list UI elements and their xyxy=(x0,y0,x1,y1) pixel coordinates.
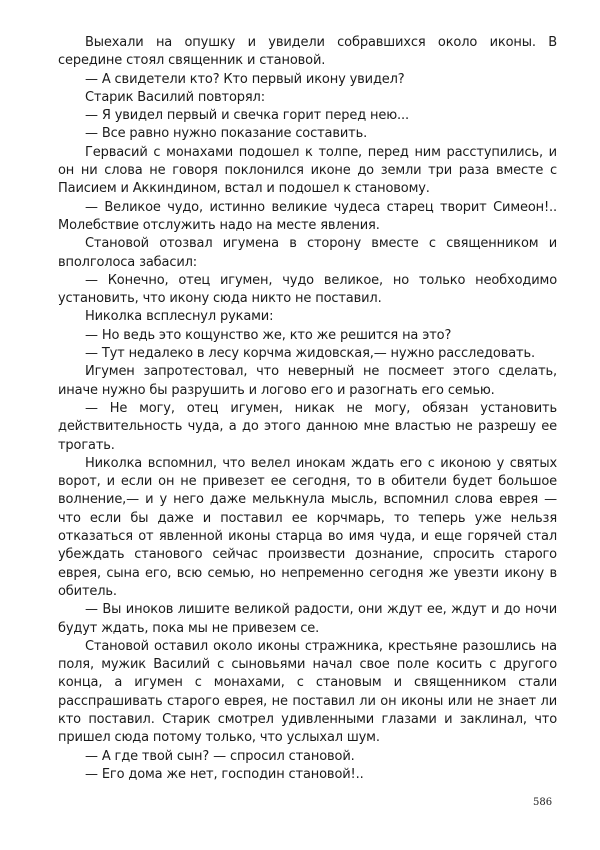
paragraph: Гервасий с монахами подошел к толпе, перед ним расступились, и он ни слова не говоря поклонился иконе до земли три раза вместе с Паисием и Аккиндином, встал и подошел к становому. xyxy=(58,144,557,197)
book-page-text xyxy=(58,34,557,784)
paragraph: Становой отозвал игумена в сторону вместе с священником и вполголоса забасил: xyxy=(58,236,557,270)
paragraph: — Я увидел первый и свечка горит перед нею... xyxy=(85,108,409,124)
paragraph: Игумен запротестовал, что неверный не посмеет этого сделать, иначе нужно бы разрушить и логово его и разогнать его семью. xyxy=(58,364,557,398)
paragraph: Николка всплеснул руками: xyxy=(85,309,274,325)
paragraph: — Великое чудо, истинно великие чудеса старец творит Симеон!.. Молебствие отслужить надо на месте явления. xyxy=(58,199,557,233)
paragraph: Старик Василий повторял: xyxy=(85,89,265,105)
paragraph: — Конечно, отец игумен, чудо великое, но только необходимо установить, что икону сюда никто не поставил. xyxy=(58,272,557,307)
paragraph: — А где твой сын? — спросил становой. xyxy=(85,748,355,764)
paragraph: Выехали на опушку и увидели собравшихся около иконы. В середине стоял священник и становой. xyxy=(58,35,557,69)
paragraph: Становой оставил около иконы стражника, крестьяне разошлись на поля, мужик Василий с сыновьями начал свое поле косить с другого конца, а игумен с монахами, с становым и священником стали расспрашивать старого еврея, не поставил ли он иконы или не знает ли кто поставил. Старик смотрел удивленными глазами и заклинал, что пришел сюда потому только, что услыхал шум. xyxy=(58,638,557,746)
page-number: 586 xyxy=(533,797,553,808)
paragraph: — Тут недалеко в лесу корчма жидовская,— нужно расследовать. xyxy=(85,346,535,362)
paragraph: — Не могу, отец игумен, никак не могу, обязан установить действительность чуда, а до этого данною мне властью не разрешу ее трогать. xyxy=(58,400,557,453)
paragraph: — Вы иноков лишите великой радости, они ждут ее, ждут и до ночи будут ждать, пока мы не привезем се. xyxy=(58,602,557,636)
paragraph: — Все равно нужно показание составить. xyxy=(85,126,368,142)
paragraph: — А свидетели кто? Кто первый икону увидел? xyxy=(85,71,405,87)
paragraph: — Его дома же нет, господин становой!.. xyxy=(85,766,364,782)
paragraph: Николка вспомнил, что велел инокам ждать его с иконою у святых ворот, и если он не привезет ее сегодня, то в обители будет большое волнение,— и у него даже мелькнула мысль, вспомнил слова еврея — что если бы даже и поставил ее корчмарь, то теперь уже нельзя отказаться от явленной иконы старца во имя чуда, и еще горячей стал убеждать станового сейчас произвести дознание, спросить старого еврея, сына его, всю семью, но непременно сегодня же увезти икону в обитель. xyxy=(58,455,557,599)
paragraph: — Но ведь это кощунство же, кто же решится на это? xyxy=(85,327,452,343)
